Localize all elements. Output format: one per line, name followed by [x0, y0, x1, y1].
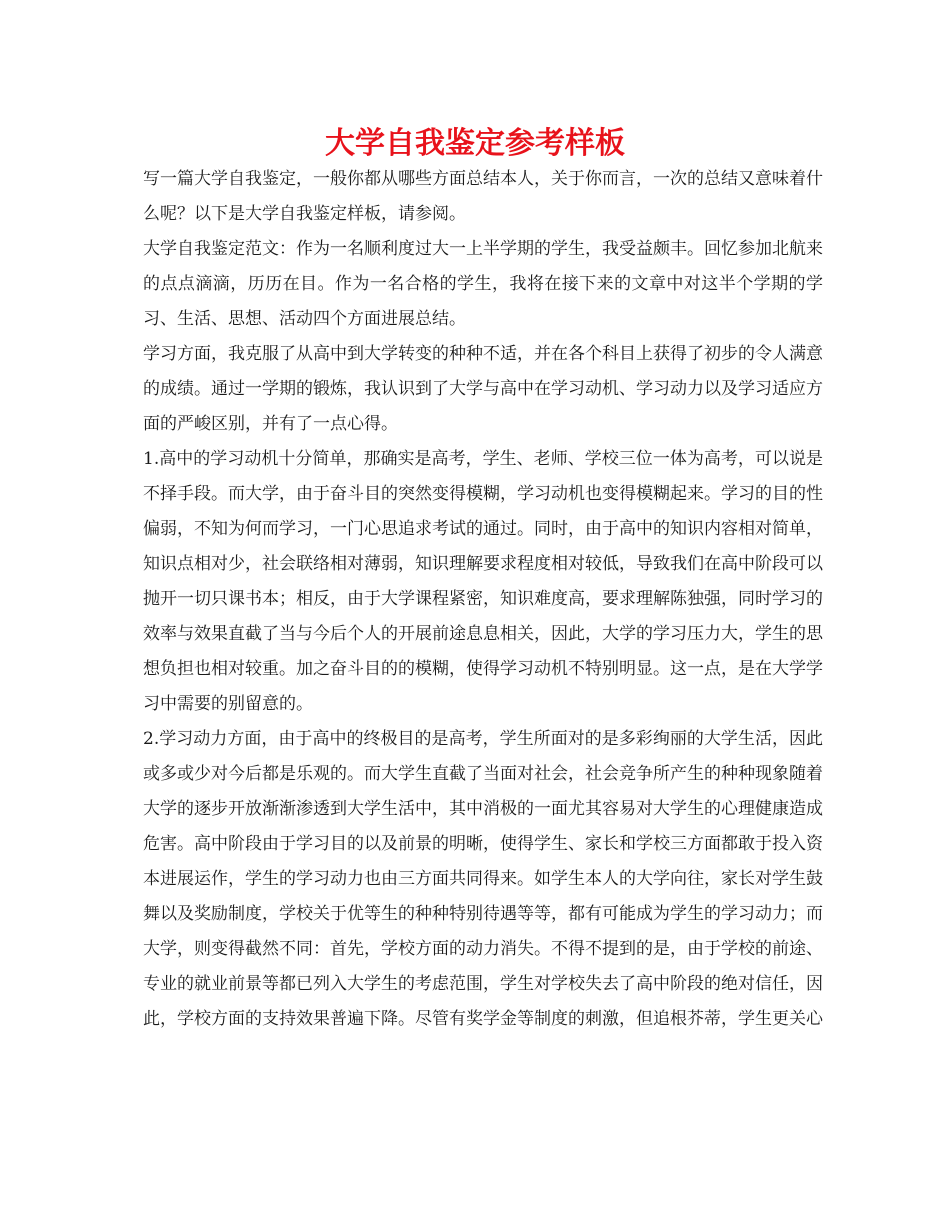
paragraph-point-1: 1.高中的学习动机十分简单，那确实是高考，学生、老师、学校三位一体为高考，可以说是不择手段。而大学，由于奋斗目的突然变得模糊，学习动机也变得模糊起来。学习的目的性偏弱，不知为何而学习，一门心思追求考试的通过。同时，由于高中的知识内容相对简单，知识点相对少，社会联络相对薄弱，知识理解要求程度相对较低，导致我们在高中阶段可以抛开一切只课书本；相反，由于大学课程紧密，知识难度高，要求理解陈独强，同时学习的效率与效果直截了当与今后个人的开展前途息息相关，因此，大学的学习压力大，学生的思想负担也相对较重。加之奋斗目的的模糊，使得学习动机不特别明显。这一点，是在大学学习中需要的别留意的。 — [143, 449, 823, 714]
document-title: 大学自我鉴定参考样板 — [325, 126, 625, 161]
paragraph-sample-opening: 大学自我鉴定范文：作为一名顺利度过大一上半学期的学生，我受益颇丰。回忆参加北航来的点点滴滴，历历在目。作为一名合格的学生，我将在接下来的文章中对这半个学期的学习、生活、思想、活动四个方面进展总结。 — [143, 239, 823, 329]
document-body — [143, 162, 823, 1037]
paragraph-study: 学习方面，我克服了从高中到大学转变的种种不适，并在各个科目上获得了初步的令人满意的成绩。通过一学期的锻炼，我认识到了大学与高中在学习动机、学习动力以及学习适应方面的严峻区别，并有了一点心得。 — [143, 344, 823, 434]
paragraph-intro: 写一篇大学自我鉴定，一般你都从哪些方面总结本人，关于你而言，一次的总结又意味着什么呢？以下是大学自我鉴定样板，请参阅。 — [143, 169, 823, 224]
paragraph-point-2: 2.学习动力方面，由于高中的终极目的是高考，学生所面对的是多彩绚丽的大学生活，因此或多或少对今后都是乐观的。而大学生直截了当面对社会，社会竞争所产生的种种现象随着大学的逐步开放渐渐渗透到大学生活中，其中消极的一面尤其容易对大学生的心理健康造成危害。高中阶段由于学习目的以及前景的明晰，使得学生、家长和学校三方面都敢于投入资本进展运作，学生的学习动力也由三方面共同得来。如学生本人的大学向往，家长对学生鼓舞以及奖励制度，学校关于优等生的种种特别待遇等等，都有可能成为学生的学习动力；而大学，则变得截然不同：首先，学校方面的动力消失。不得不提到的是，由于学校的前途、专业的就业前景等都已列入大学生的考虑范围，学生对学校失去了高中阶段的绝对信任，因此，学校方面的支持效果普遍下降。尽管有奖学金等制度的刺激，但追根芥蒂，学生更关心 — [143, 729, 823, 1029]
